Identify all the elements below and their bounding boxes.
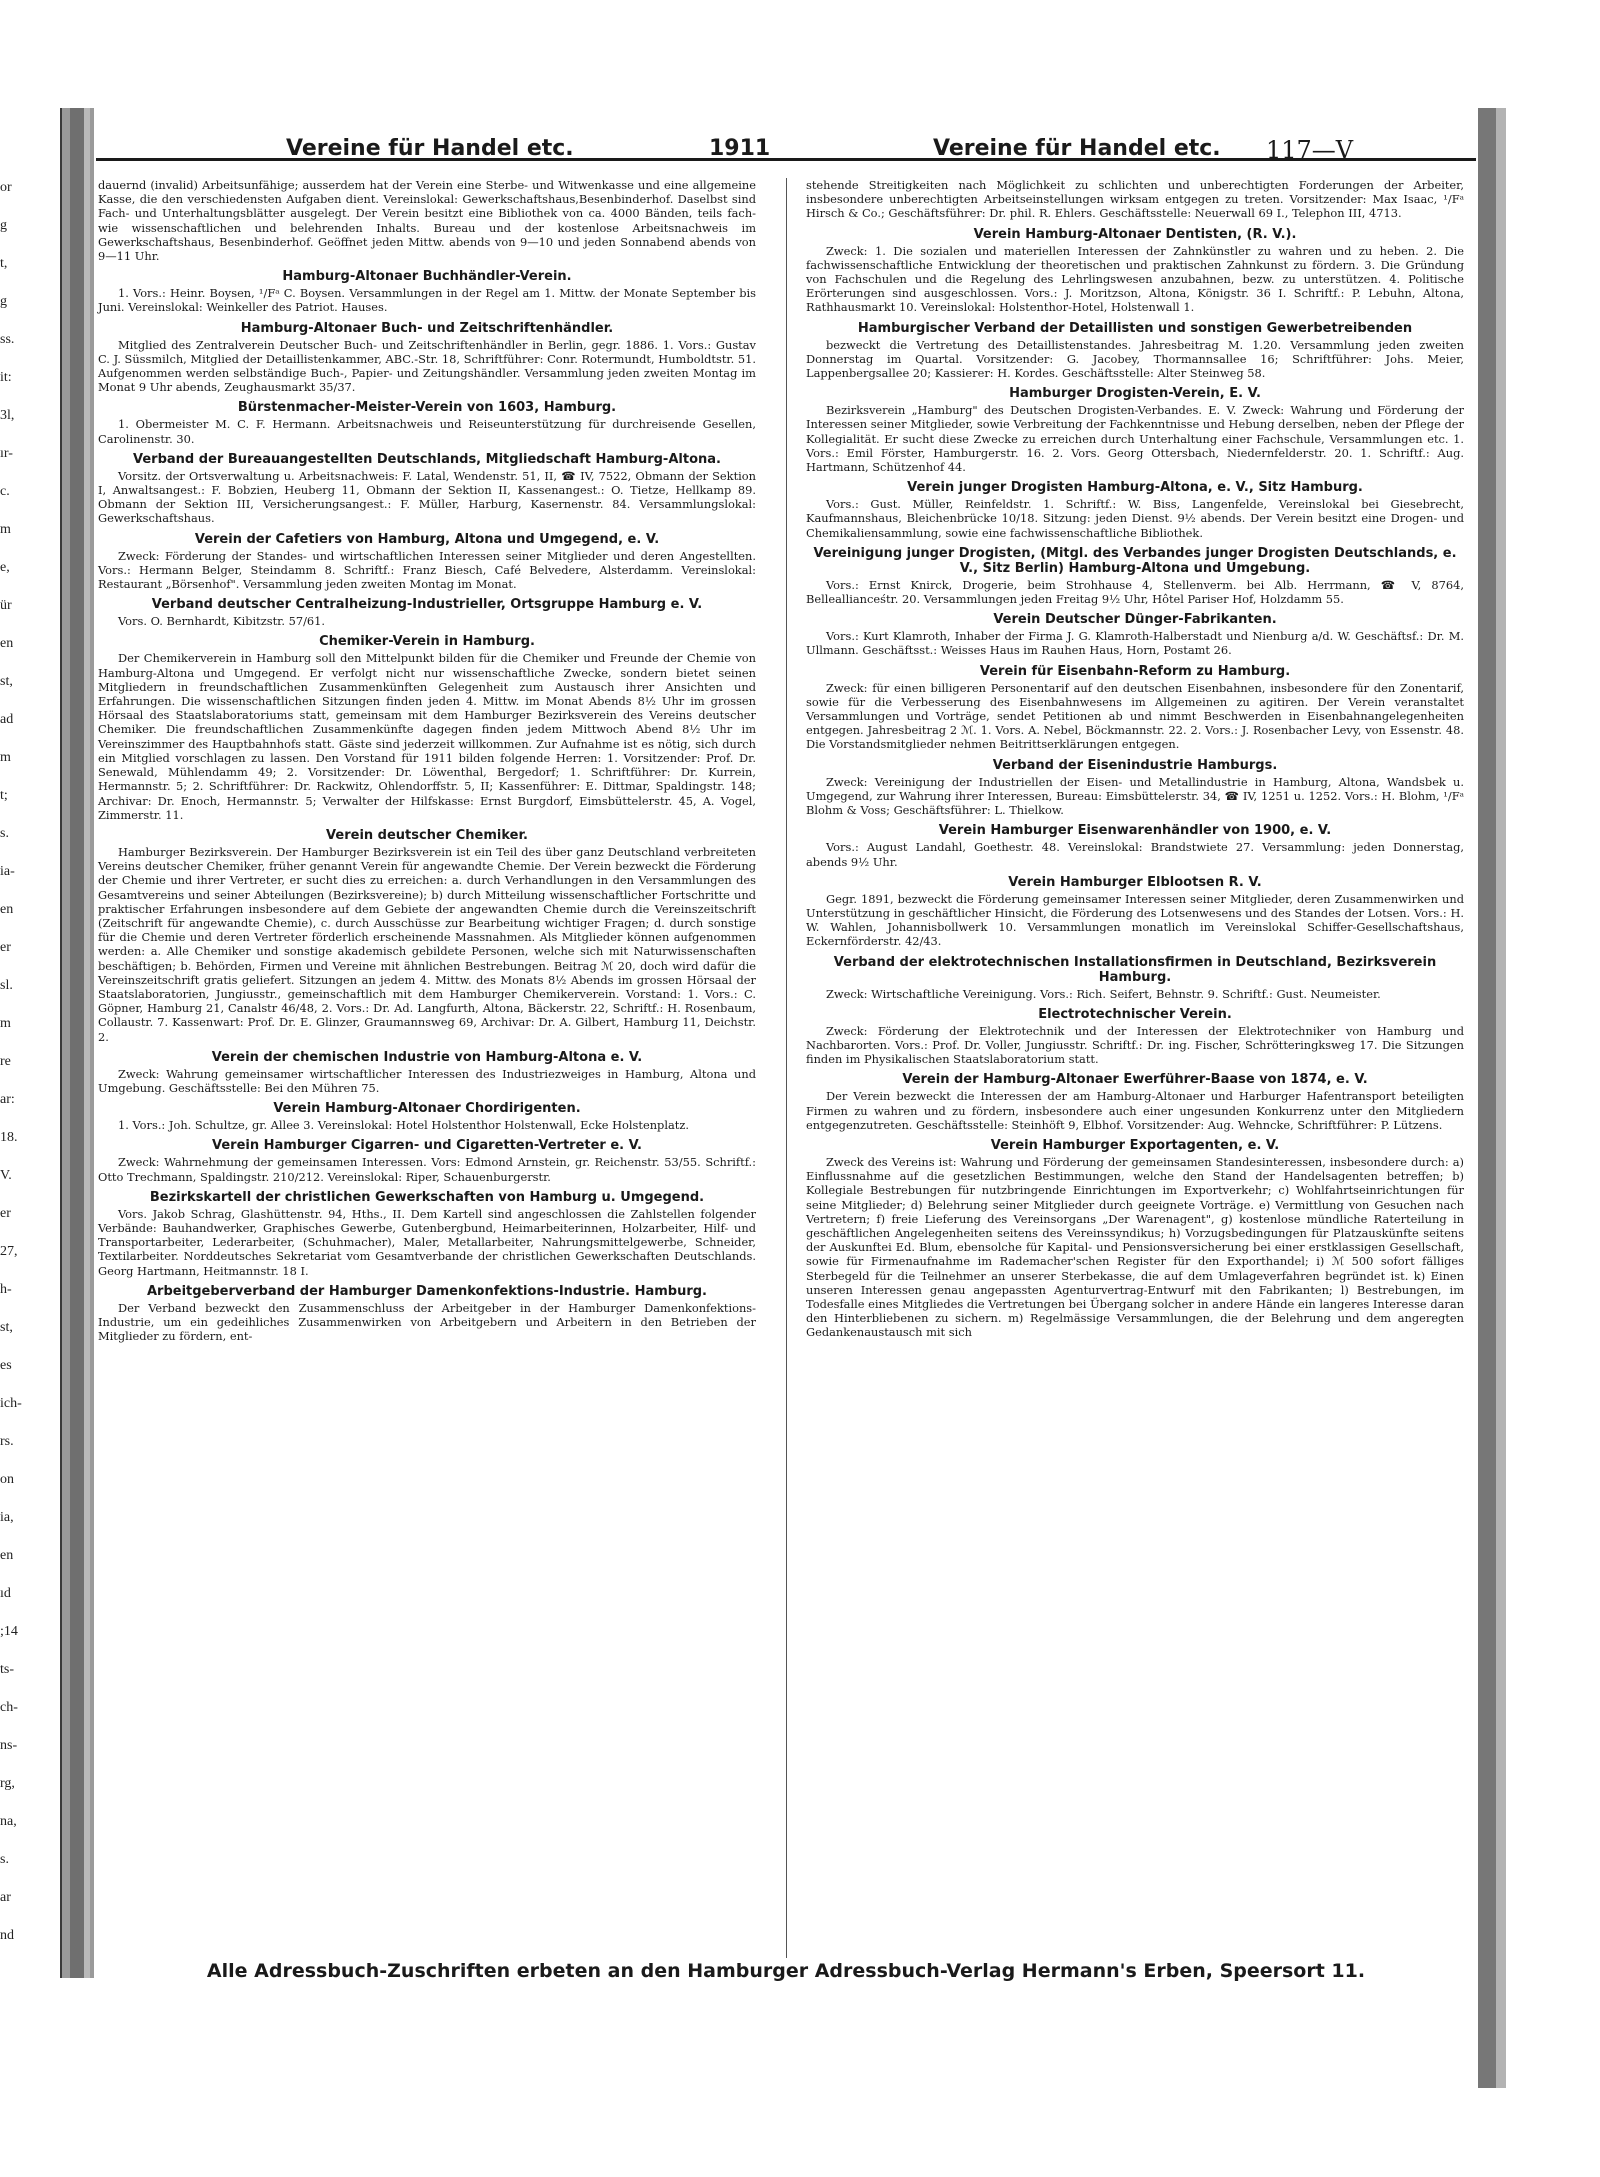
edge-text-fragment: es	[0, 1358, 12, 1373]
association-entry	[98, 452, 756, 526]
edge-text-fragment: ıd	[0, 1586, 11, 1601]
edge-text-fragment: en	[0, 902, 14, 917]
edge-text-fragment: on	[0, 1472, 14, 1487]
association-body: Zweck: 1. Die sozialen und materiellen Interessen der Zahnkünstler zu wahren und zu heben. 2. Die fachwissenschaftliche Entwicklung der theoretischen und praktischen Zahnkunst zu fördern. 3. Die Gründung von Fachschulen und die Regelung des Lehrlingswesen anzubahnen, bezw. zu unterstützen. 4. Politische Erörterungen sind ausgeschlossen. Vors.: J. Moritzson, Altona, Königstr. 36 I. Schriftf.: P. Lebuhn, Altona, Rathhausmarkt 10. Vereinslokal: Holstenthor-Hotel, Holstenwall 1.	[806, 243, 1464, 315]
association-entry	[806, 321, 1464, 381]
edge-text-fragment: t;	[0, 788, 8, 803]
association-heading: Hamburgischer Verband der Detaillisten und sonstigen Gewerbetreibenden	[857, 320, 1413, 336]
association-heading: Verein für Eisenbahn-Reform zu Hamburg.	[979, 663, 1291, 679]
association-entry	[98, 597, 756, 628]
association-body: Zweck: Wahrnehmung der gemeinsamen Interessen. Vors: Edmond Arnstein, gr. Reichenstr. 53/55. Schriftf.: Otto Trechmann, Spaldingstr. 210/212. Vereinslokal: Riper, Schauenburgerstr.	[98, 1155, 756, 1184]
edge-text-fragment: ür	[0, 598, 12, 613]
association-heading: Vereinigung junger Drogisten, (Mitgl. des Verbandes junger Drogisten Deutschlands, e. V., Sitz Berlin) Hamburg-Altona und Umgebung.	[813, 545, 1457, 576]
association-heading: Verband der Eisenindustrie Hamburgs.	[992, 757, 1278, 773]
edge-text-fragment: s.	[0, 1852, 9, 1867]
association-entry	[806, 546, 1464, 606]
association-body: Zweck: Förderung der Standes- und wirtschaftlichen Interessen seiner Mitglieder und deren Angestellten. Vors.: Hermann Belger, Steindamm 8. Schriftf.: Franz Biesch, Café Belvedere, Alsterdamm. Vereinslokal: Restaurant „Börsenhof". Versammlung jeden zweiten Montag im Monat.	[98, 548, 756, 592]
association-body: Zweck: Wahrung gemeinsamer wirtschaftlicher Interessen des Industriezweiges in Hamburg, Altona und Umgebung. Geschäftsstelle: Bei den Mühren 75.	[98, 1066, 756, 1095]
association-heading: Verein Hamburger Elblootsen R. V.	[1008, 874, 1262, 890]
edge-text-fragment: ich-	[0, 1396, 22, 1411]
association-body: Vorsitz. der Ortsverwaltung u. Arbeitsnachweis: F. Latal, Wendenstr. 51, II, ☎ IV, 7522, Obmann der Sektion I, Anwaltsangest.: F. Bobzien, Heuberg 11, Obmann der Sektion II, Kassenangest.: O. Tietze, Hellkamp 89. Obmann der Sektion III, Versicherungsangest.: F. Müller, Harburg, Kasernenstr. 84. Versammlungslokal: Gewerkschaftshaus.	[98, 468, 756, 526]
edge-text-fragment: rs.	[0, 1434, 14, 1449]
association-body: Vors.: Gust. Müller, Reinfeldstr. 1. Schriftf.: W. Biss, Langenfelde, Vereinslokal bei Giesebrecht, Kaufmannshaus, Bleichenbrücke 10/18. Sitzung: jeden Dienst. 9½ abends. Der Verein besitzt eine Drogen- und Chemikaliensammlung, sowie eine fachwissenschaftliche Bibliothek.	[806, 497, 1464, 540]
association-heading: Verband der elektrotechnischen Installationsfirmen in Deutschland, Bezirksverein Hamburg.	[833, 954, 1437, 985]
association-heading: Verein der Hamburg-Altonaer Ewerführer-Baase von 1874, e. V.	[902, 1072, 1368, 1088]
left-column	[98, 178, 756, 1958]
edge-text-fragment: ;14	[0, 1624, 18, 1639]
association-entry	[98, 321, 756, 395]
edge-text-fragment: 3l,	[0, 408, 15, 423]
association-body: Der Chemikerverein in Hamburg soll den Mittelpunkt bilden für die Chemiker und Freunde der Chemie von Hamburg-Altona und Umgegend. Er verfolgt nicht nur wissenschaftliche Zwecke, sondern bietet seinen Mitgliedern in freundschaftlichen Zusammenkünften Gelegenheit zum Austausch ihrer Ansichten und Erfahrungen. Die wissenschaftlichen Sitzungen finden jeden 4. Mittw. im Monat Abends 8½ Uhr im grossen Hörsaal des Staatslaboratoriums statt, gemeinsam mit dem Hamburger Bezirksverein des Vereins deutscher Chemiker. Die freundschaftlichen Zusammenkünfte dagegen finden jedem Mittwoch Abend 8½ Uhr im Vereinszimmer des Hauptbahnhofs statt. Gäste sind jederzeit willkommen. Zur Aufnahme ist es nötig, sich durch ein Mitglied vorschlagen zu lassen. Den Vorstand für 1911 bilden folgende Herren: 1. Vorsitzender: Prof. Dr. Senewald, Mühlendamm 49; 2. Vorsitzender: Dr. Löwenthal, Bergedorf; 1. Schriftführer: Dr. Kurrein, Hermannstr. 5; 2. Schriftführer: Dr. Rackwitz, Ohlendorffstr. 5, II; Kassenführer: E. Dittmar, Spaldingstr. 148; Archivar: Dr. Enoch, Hermannstr. 5; Verwalter der Hilfskasse: Ernst Burgdorf, Eimsbüttelerstr. 45, A. Vogel, Zimmerstr. 11.	[98, 651, 756, 822]
edge-text-fragment: st,	[0, 1320, 13, 1335]
association-body: Vors.: Kurt Klamroth, Inhaber der Firma J. G. Klamroth-Halberstadt und Nienburg a/d. W. Geschäftsf.: Dr. M. Ullmann. Geschäftsst.: Weisses Haus im Rauhen Haus, Horn, Postamt 26.	[806, 629, 1464, 658]
association-body: Zweck: Vereinigung der Industriellen der Eisen- und Metallindustrie in Hamburg, Altona, Wandsbek u. Umgegend, zur Wahrung ihrer Interessen, Bureau: Eimsbüttelerstr. 34, ☎ IV, 1251 u. 1252. Vors.: H. Blohm, ¹/Fᵃ Blohm & Voss; Geschäftsführer: L. Thielkow.	[806, 774, 1464, 818]
association-body: Zweck des Vereins ist: Wahrung und Förderung der gemeinsamen Standesinteressen, insbesondere durch: a) Einflussnahme auf die gesetzlichen Bestimmungen, welche den Stand der Handelsagenten betreffen; b) Kollegiale Bestrebungen für nutzbringende Einrichtungen im Exportverkehr; c) Wohlfahrtseinrichtungen für seine Mitglieder; d) Belehrung seiner Mitglieder durch geeignete Vorträge. e) Vermittlung von Gesuchen nach Vertretern; f) freie Lieferung des Vereinsorgans „Der Warenagent", g) kostenlose mündliche Raterteilung in geschäftlichen Angelegenheiten seitens des Vereinssyndikus; h) Vorzugsbedingungen für Platzauskünfte seitens der Auskunftei Ed. Blum, ebensolche für Kapital- und Pensionsversicherung bei einer erstklassigen Gesellschaft, sowie für Firmenaufnahme im Rademacher'schen Register für den Exporthandel; i) ℳ 500 sofort fälliges Sterbegeld für die Teilnehmer an unserer Sterbekasse, die auf dem Umlageverfahren begründet ist. k) Einen unseren Interessen genau angepassten Agenturvertrag-Entwurf mit den Fabrikanten; l) Bestrebungen, im Todesfalle eines Mitgliedes die Vertretungen bei Übergang solcher in andere Hände ein langeres Interesse daran den Hinterbliebenen zu sichern. m) Regelmässige Versammlungen, die der Belehrung und dem angeregten Gedankenaustausch mit sich	[806, 1154, 1464, 1340]
association-heading: Hamburger Drogisten-Verein, E. V.	[1009, 386, 1261, 402]
association-entry	[98, 269, 756, 314]
edge-text-fragment: sl.	[0, 978, 13, 993]
edge-text-fragment: nd	[0, 1928, 14, 1943]
adjacent-page-strip	[0, 0, 60, 2177]
association-entry	[806, 480, 1464, 540]
association-heading: Bezirkskartell der christlichen Gewerkschaften von Hamburg u. Umgegend.	[149, 1189, 705, 1205]
edge-text-fragment: rg,	[0, 1776, 15, 1791]
header-left-title: Vereine für Handel etc.	[286, 136, 574, 161]
association-heading: Verband der Bureauangestellten Deutschlands, Mitgliedschaft Hamburg-Altona.	[133, 451, 721, 467]
edge-text-fragment: m	[0, 750, 11, 765]
association-body: Hamburger Bezirksverein. Der Hamburger Bezirksverein ist ein Teil des über ganz Deutschland verbreiteten Vereins deutscher Chemiker, früher genannt Verein für angewandte Chemie. Der Verein bezweckt die Förderung der Chemie und ihrer Vertreter, er sucht dies zu erreichen: a. durch Verhandlungen in den Versammlungen des Gesamtvereins und seiner Abteilungen (Bezirksvereine); b) durch Mitteilung wissenschaftlicher Fortschritte und praktischer Erfahrungen insbesondere auf dem Gebiete der angewandten Chemie durch die Vereinszeitschrift (Zeitschrift für angewandte Chemie), c. durch Ausschüsse zur Bearbeitung wichtiger Fragen; d. durch sonstige für die Chemie und deren Vertreter förderlich erscheinende Massnahmen. Als Mitglieder können aufgenommen werden: a. Alle Chemiker und sonstige akademisch gebildete Personen, welche sich mit Naturwissenschaften beschäftigen; b. Behörden, Firmen und Vereine mit ähnlichen Bestrebungen. Beitrag ℳ 20, doch wird dafür die Vereinszeitschrift gratis geliefert. Sitzungen an jedem 4. Mittw. des Monats 8½ Abends im grossen Hörsaal der Staatslaboratorien, Jungiusstr., gemeinschaftlich mit dem Hamburger Chemikerverein. Vorstand: 1. Vors.: C. Göpner, Hamburg 21, Canalstr 46/48, 2. Vors.: Dr. Ad. Langfurth, Altona, Bäckerstr. 22, Schriftf.: H. Rosenbaum, Collaustr. 7. Kassenwart: Prof. Dr. E. Glinzer, Graumannsweg 69, Archivar: Dr. A. Gilbert, Hamburg 11, Deichstr. 2.	[98, 844, 756, 1044]
binding-gutter-highlight	[84, 108, 90, 1978]
association-body: 1. Vors.: Joh. Schultze, gr. Allee 3. Vereinslokal: Hotel Holstenthor Holstenwall, Ecke Holstenplatz.	[118, 1118, 689, 1133]
edge-text-fragment: c.	[0, 484, 10, 499]
association-body: Mitglied des Zentralverein Deutscher Buch- und Zeitschriftenhändler in Berlin, gegr. 1886. 1. Vors.: Gustav C. J. Süssmilch, Mitglied der Detaillistenkammer, ABC.-Str. 18, Schriftführer: Conr. Rotermundt, Humboldtstr. 51. Aufgenommen werden selbständige Buch-, Papier- und Zeitungshändler. Versammlung jeden zweiten Montag im Monat 9 Uhr abends, Zeughausmarkt 35/37.	[98, 337, 756, 395]
edge-text-fragment: re	[0, 1054, 11, 1069]
edge-text-fragment: st,	[0, 674, 13, 689]
edge-text-fragment: 27,	[0, 1244, 18, 1259]
association-body: Vors. Jakob Schrag, Glashüttenstr. 94, Hths., II. Dem Kartell sind angeschlossen die Zahlstellen folgender Verbände: Bauhandwerker, Graphisches Gewerbe, Gutenbergbund, Heimarbeiterinnen, Holzarbeiter, Hilf- und Transportarbeiter, Lederarbeiter, (Schuhmacher), Maler, Metallarbeiter, Nahrungsmittelgewerbe, Schneider, Textilarbeiter. Norddeutsches Sekretariat vom Gesamtverbande der christlichen Gewerkschaften Deutschlands. Georg Hartmann, Heitmannstr. 18 I.	[98, 1206, 756, 1278]
edge-text-fragment: ia,	[0, 1510, 14, 1525]
association-heading: Verein der Cafetiers von Hamburg, Altona und Umgegend, e. V.	[194, 531, 660, 547]
association-entry	[98, 1284, 756, 1344]
association-body: Zweck: Förderung der Elektrotechnik und der Interessen der Elektrotechniker von Hamburg und Nachbarorten. Vors.: Prof. Dr. Voller, Jungiusstr. Schriftf.: Dr. ing. Fischer, Schrötteringksweg 17. Die Sitzungen finden im Physikalischen Staatslaboratorium statt.	[806, 1023, 1464, 1067]
edge-text-fragment: er	[0, 940, 11, 955]
association-entry	[806, 178, 1464, 221]
association-body: bezweckt die Vertretung des Detaillistenstandes. Jahresbeitrag M. 1.20. Versammlung jeden zweiten Donnerstag im Quartal. Vorsitzender: G. Jacobey, Thormannsallee 16; Schriftführer: Johs. Meier, Lappenbergsallee 20; Kassierer: H. Kordes. Geschäftsstelle: Alter Steinweg 58.	[806, 337, 1464, 381]
edge-text-fragment: e,	[0, 560, 10, 575]
association-body: Vors.: Ernst Knirck, Drogerie, beim Strohhause 4, Stellenverm. bei Alb. Herrmann, ☎ V, 8764, Belleallianceśtr. 20. Versammlungen jeden Freitag 9½ Uhr, Hôtel Pariser Hof, Holzdamm 55.	[806, 577, 1464, 607]
association-entry	[806, 612, 1464, 657]
association-heading: Chemiker-Verein in Hamburg.	[319, 634, 535, 650]
association-body: Zweck: Wirtschaftliche Vereinigung. Vors.: Rich. Seifert, Behnstr. 9. Schriftf.: Gust. Neumeister.	[826, 986, 1381, 1001]
association-heading: Verein Hamburger Exportagenten, e. V.	[990, 1137, 1280, 1153]
publisher-footer: Alle Adressbuch-Zuschriften erbeten an den Hamburger Adressbuch-Verlag Hermann's Erben, Speersort 11.	[206, 1960, 1366, 1982]
right-spine-shadow	[1478, 108, 1496, 2088]
association-body: Vors. O. Bernhardt, Kibitzstr. 57/61.	[118, 614, 326, 629]
edge-text-fragment: s.	[0, 826, 9, 841]
association-entry	[98, 828, 756, 1044]
association-heading: Verein Hamburger Eisenwarenhändler von 1900, e. V.	[938, 823, 1332, 839]
edge-text-fragment: it:	[0, 370, 12, 385]
edge-text-fragment: g	[0, 218, 7, 233]
association-heading: Verein Hamburger Cigarren- und Cigaretten-Vertreter e. V.	[212, 1138, 642, 1154]
page-number: 117—V	[1266, 136, 1354, 164]
association-heading: Verein deutscher Chemiker.	[326, 827, 528, 843]
edge-text-fragment: or	[0, 180, 12, 195]
association-heading: Arbeitgeberverband der Hamburger Damenkonfektions-Industrie. Hamburg.	[146, 1283, 707, 1299]
edge-text-fragment: ch-	[0, 1700, 18, 1715]
association-body: 1. Vors.: Heinr. Boysen, ¹/Fᵃ C. Boysen. Versammlungen in der Regel am 1. Mittw. der Monate September bis Juni. Vereinslokal: Weinkeller des Patriot. Hauses.	[98, 286, 756, 315]
association-heading: Hamburg-Altonaer Buch- und Zeitschriftenhändler.	[240, 320, 614, 336]
header-right-title: Vereine für Handel etc.	[933, 136, 1221, 161]
running-header	[96, 108, 1476, 164]
association-entry	[98, 400, 756, 445]
association-heading: Verband deutscher Centralheizung-Industrieller, Ortsgruppe Hamburg e. V.	[151, 597, 703, 613]
edge-text-fragment: 18.	[0, 1130, 18, 1145]
association-body: Der Verein bezweckt die Interessen der am Hamburg-Altonaer und Harburger Hafentransport beteiligten Firmen zu wahren und zu fördern, insbesondere auch einer ungesunden Konkurrenz unter den Mitgliedern entgegenzutreten. Geschäftsstelle: Steinhöft 9, Elbhof. Vorsitzender: Aug. Wehncke, Schriftführer: P. Lützens.	[806, 1089, 1464, 1132]
association-heading: Verein junger Drogisten Hamburg-Altona, e. V., Sitz Hamburg.	[907, 480, 1363, 496]
association-entry	[98, 178, 756, 263]
edge-text-fragment: V.	[0, 1168, 12, 1183]
association-entry	[806, 823, 1464, 868]
association-entry	[98, 532, 756, 592]
edge-text-fragment: ss.	[0, 332, 15, 347]
association-heading: Verein Deutscher Dünger-Fabrikanten.	[993, 612, 1277, 628]
association-body: dauernd (invalid) Arbeitsunfähige; ausserdem hat der Verein eine Sterbe- und Witwenkasse und eine allgemeine Kasse, die den verschiedensten Aufgaben dient. Vereinslokal: Gewerkschaftshaus,Besenbinderhof. Daselbst sind Fach- und Unterhaltungsblätter ausgelegt. Der Verein besitzt eine Bibliothek von ca. 4000 Bänden, teils fach- wie wissenschaftlichen und belehrenden Inhalts. Bureau und der kostenlose Arbeitsnachweis im Gewerkschaftshaus, Besenbinderhof. Geöffnet jeden Mittw. abends von 9—10 und jeden Sonnabend abends von 9—11 Uhr.	[98, 178, 756, 264]
association-entry	[806, 955, 1464, 1001]
association-entry	[98, 1190, 756, 1278]
association-body: 1. Obermeister M. C. F. Hermann. Arbeitsnachweis und Reiseunterstützung für durchreisende Gesellen, Carolinenstr. 30.	[98, 417, 756, 446]
column-divider	[786, 178, 787, 1958]
association-entry	[806, 664, 1464, 752]
association-body: Zweck: für einen billigeren Personentarif auf den deutschen Eisenbahnen, insbesondere für den Zonentarif, sowie für die Verbesserung des Eisenbahnwesens im Allgemeinen zu agitiren. Der Verein veranstaltet Versammlungen und Vorträge, sendet Petitionen ab und nimmt Beschwerden in Eisenbahnangelegenheiten entgegen. Jahresbeitrag 2 ℳ. 1. Vors. A. Nebel, Böckmannstr. 22. 2. Vors.: J. Rosenbacher Levy, von Essenstr. 48. Die Vorstandsmitglieder nehmen Beitrittserklärungen entgegen.	[806, 680, 1464, 752]
association-heading: Verein der chemischen Industrie von Hamburg-Altona e. V.	[211, 1049, 643, 1065]
association-body: Vors.: August Landahl, Goethestr. 48. Vereinslokal: Brandstwiete 27. Versammlung: jeden Donnerstag, abends 9½ Uhr.	[806, 840, 1464, 869]
association-entry	[806, 875, 1464, 949]
association-entry	[806, 1138, 1464, 1340]
edge-text-fragment: na,	[0, 1814, 17, 1829]
edge-text-fragment: t,	[0, 256, 8, 271]
edge-text-fragment: ad	[0, 712, 14, 727]
edge-text-fragment: m	[0, 522, 11, 537]
association-heading: Bürstenmacher-Meister-Verein von 1603, Hamburg.	[237, 400, 617, 416]
right-column	[806, 178, 1464, 1958]
edge-text-fragment: ar:	[0, 1092, 15, 1107]
association-heading: Verein Hamburg-Altonaer Chordirigenten.	[273, 1101, 581, 1117]
association-entry	[806, 1007, 1464, 1067]
association-entry	[98, 1138, 756, 1183]
edge-text-fragment: ır-	[0, 446, 13, 461]
edge-text-fragment: en	[0, 1548, 14, 1563]
association-entry	[98, 1101, 756, 1132]
edge-text-fragment: h-	[0, 1282, 12, 1297]
association-heading: Hamburg-Altonaer Buchhändler-Verein.	[282, 269, 572, 285]
edge-text-fragment: ns-	[0, 1738, 18, 1753]
edge-text-fragment: ts-	[0, 1662, 14, 1677]
scanned-page	[96, 108, 1476, 2008]
edge-text-fragment: er	[0, 1206, 11, 1221]
right-spine-edge	[1496, 108, 1506, 2088]
association-entry	[806, 1072, 1464, 1132]
association-entry	[806, 758, 1464, 818]
edge-text-fragment: ia-	[0, 864, 15, 879]
association-entry	[98, 1050, 756, 1095]
association-entry	[98, 634, 756, 821]
association-entry	[806, 227, 1464, 315]
edge-text-fragment: m	[0, 1016, 11, 1031]
edge-text-fragment: g	[0, 294, 7, 309]
association-heading: Electrotechnischer Verein.	[1038, 1006, 1232, 1022]
association-entry	[806, 386, 1464, 474]
association-body: Der Verband bezweckt den Zusammenschluss der Arbeitgeber in der Hamburger Damenkonfektions-Industrie, um ein gedeihliches Zusammenwirken von Arbeitgebern und Arbeitern in den Betrieben der Mitglieder zu fördern, ent-	[98, 1300, 756, 1344]
association-heading: Verein Hamburg-Altonaer Dentisten, (R. V.).	[973, 226, 1297, 242]
header-year: 1911	[709, 136, 771, 161]
association-body: Bezirksverein „Hamburg" des Deutschen Drogisten-Verbandes. E. V. Zweck: Wahrung und Förderung der Interessen seiner Mitglieder, sowie Verbreitung der Fachkenntnisse und Hebung derselben, neben der Pflege der Kollegialität. Er sucht diese Zwecke zu erreichen durch Unterhaltung einer Fachschule, Versammlungen etc. 1. Vors.: Emil Förster, Hamburgerstr. 16. 2. Vors. Georg Ottersbach, Niedernfelderstr. 20. 1. Schriftf.: Aug. Hartmann, Schützenhof 44.	[806, 403, 1464, 475]
association-body: Gegr. 1891, bezweckt die Förderung gemeinsamer Interessen seiner Mitglieder, deren Zusammenwirken und Unterstützung in geschäftlicher Hinsicht, die Förderung des Lotsenwesens und des Standes der Lotsen. Vors.: H. W. Wahlen, Johannisbollwerk 10. Versammlungen monatlich im Vereinslokal Schiffer-Gesellschaftshaus, Eckernförderstr. 42/43.	[806, 891, 1464, 949]
edge-text-fragment: en	[0, 636, 14, 651]
association-body: stehende Streitigkeiten nach Möglichkeit zu schlichten und unberechtigten Forderungen der Arbeiter, insbesondere unberechtigten Arbeitseinstellungen wirksam entgegen zu treten. Vorsitzender: Max Isaac, ¹/Fᵃ Hirsch & Co.; Geschäftsführer: Dr. phil. R. Ehlers. Geschäftsstelle: Neuerwall 69 I., Telephon III, 4713.	[806, 178, 1464, 221]
edge-text-fragment: ar	[0, 1890, 11, 1905]
